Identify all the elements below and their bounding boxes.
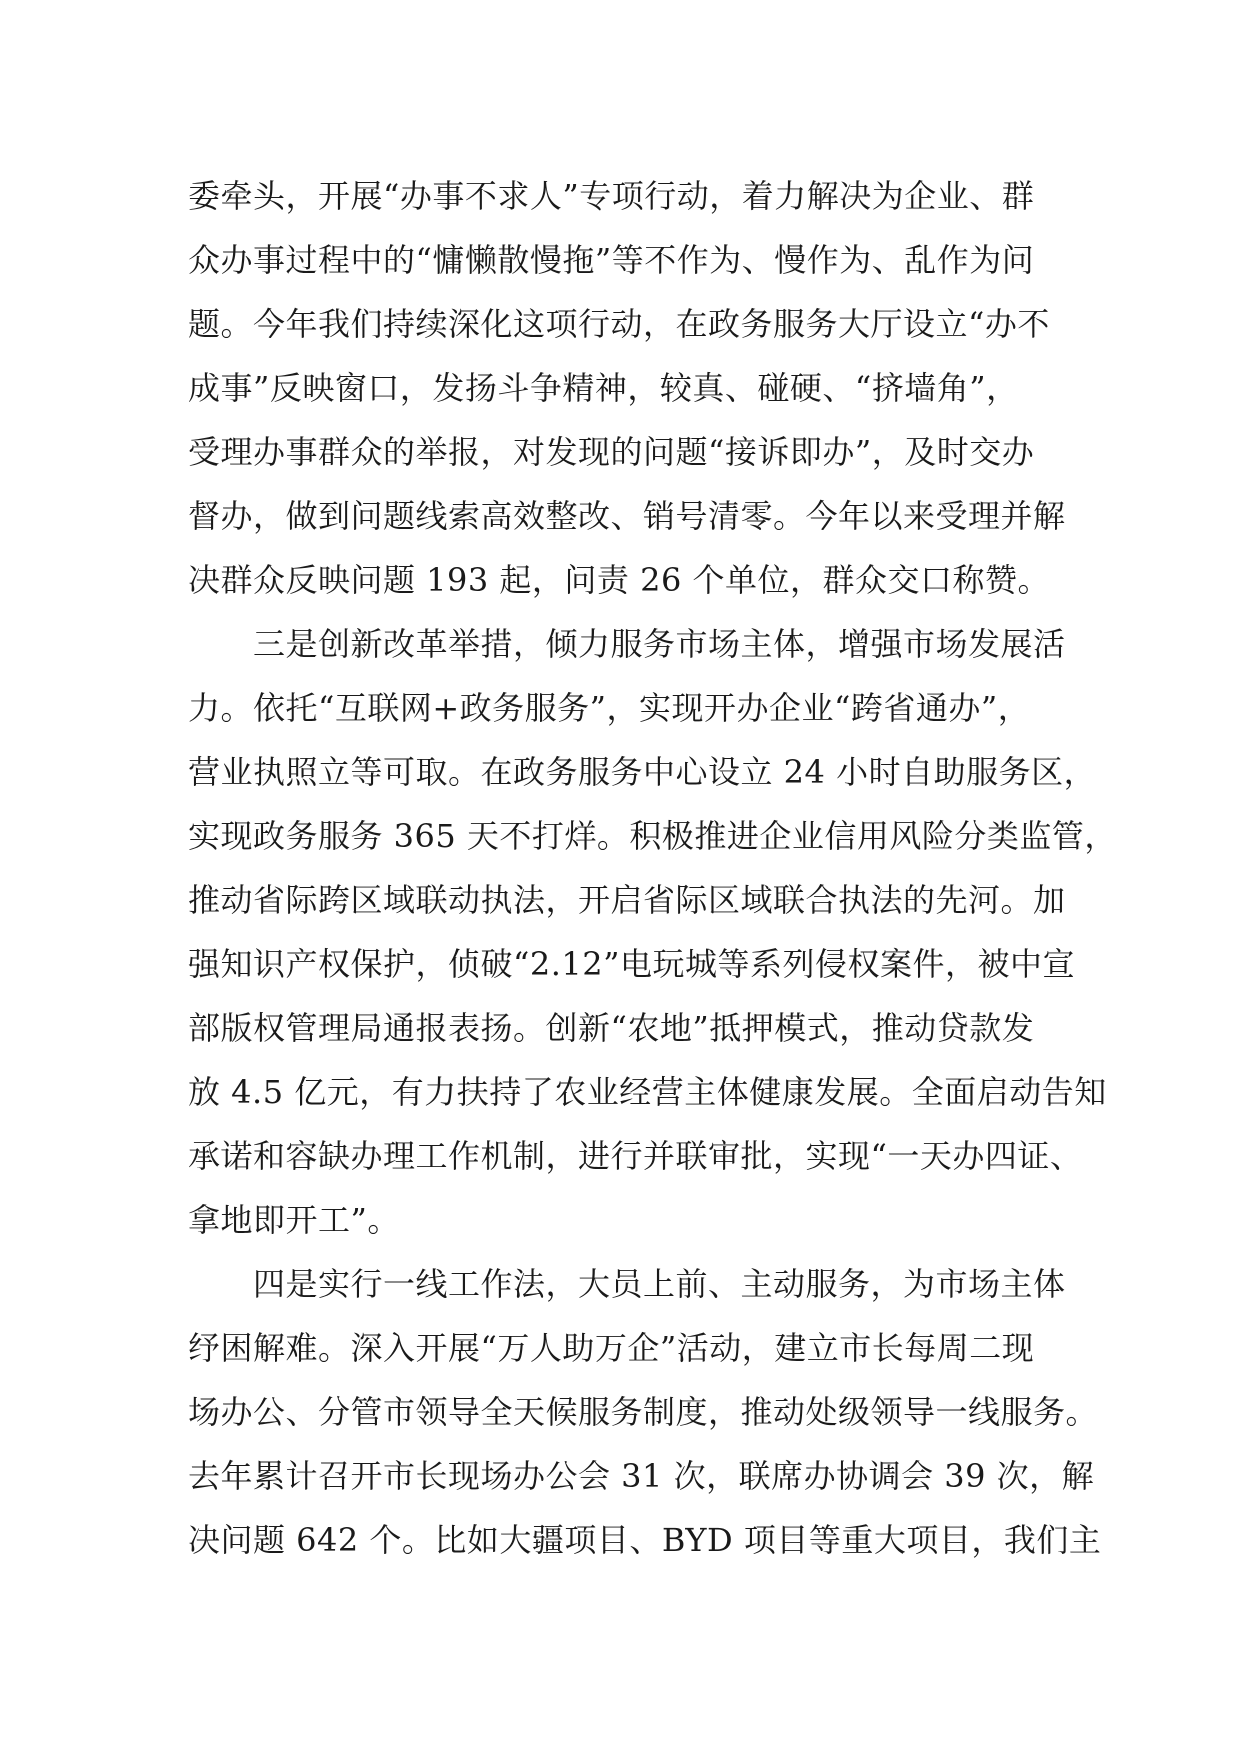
text-line: 强知识产权保护，侦破“2.12”电玩城等系列侵权案件，被中宣 [188,945,1075,983]
text-line: 纾困解难。深入开展“万人助万企”活动，建立市长每周二现 [188,1329,1035,1367]
text-line: 力。依托“互联网+政务服务”，实现开办企业“跨省通办”， [188,689,1031,727]
text-line: 部版权管理局通报表扬。创新“农地”抵押模式，推动贷款发 [188,1009,1035,1047]
paragraph-start-line: 三是创新改革举措，倾力服务市场主体，增强市场发展活 [188,625,1066,663]
text-line: 实现政务服务 365 天不打烊。积极推进企业信用风险分类监管， [188,817,1117,855]
body-text [188,164,1117,1572]
text-line: 成事”反映窗口，发扬斗争精神，较真、碰硬、“挤墙角”， [188,369,1019,407]
text-line: 场办公、分管市领导全天候服务制度，推动处级领导一线服务。 [188,1393,1099,1431]
text-line: 去年累计召开市长现场办公会 31 次，联席办协调会 39 次，解 [188,1457,1095,1495]
text-line: 题。今年我们持续深化这项行动，在政务服务大厅设立“办不 [188,305,1050,343]
text-line: 拿地即开工”。 [188,1201,400,1239]
text-line: 决群众反映问题 193 起，问责 26 个单位，群众交口称赞。 [188,561,1050,599]
text-line: 放 4.5 亿元，有力扶持了农业经营主体健康发展。全面启动告知 [188,1073,1107,1111]
text-line: 众办事过程中的“慵懒散慢拖”等不作为、慢作为、乱作为问 [188,241,1035,279]
text-line: 推动省际跨区域联动执法，开启省际区域联合执法的先河。加 [188,881,1066,919]
text-line: 督办，做到问题线索高效整改、销号清零。今年以来受理并解 [188,497,1066,535]
text-line: 委牵头，开展“办事不求人”专项行动，着力解决为企业、群 [188,177,1035,215]
text-line: 营业执照立等可取。在政务服务中心设立 24 小时自助服务区， [188,753,1097,791]
paragraph-start-line: 四是实行一线工作法，大员上前、主动服务，为市场主体 [188,1265,1066,1303]
text-line: 受理办事群众的举报，对发现的问题“接诉即办”，及时交办 [188,433,1035,471]
text-line: 承诺和容缺办理工作机制，进行并联审批，实现“一天办四证、 [188,1137,1083,1175]
text-line: 决问题 642 个。比如大疆项目、BYD 项目等重大项目，我们主 [188,1521,1102,1559]
